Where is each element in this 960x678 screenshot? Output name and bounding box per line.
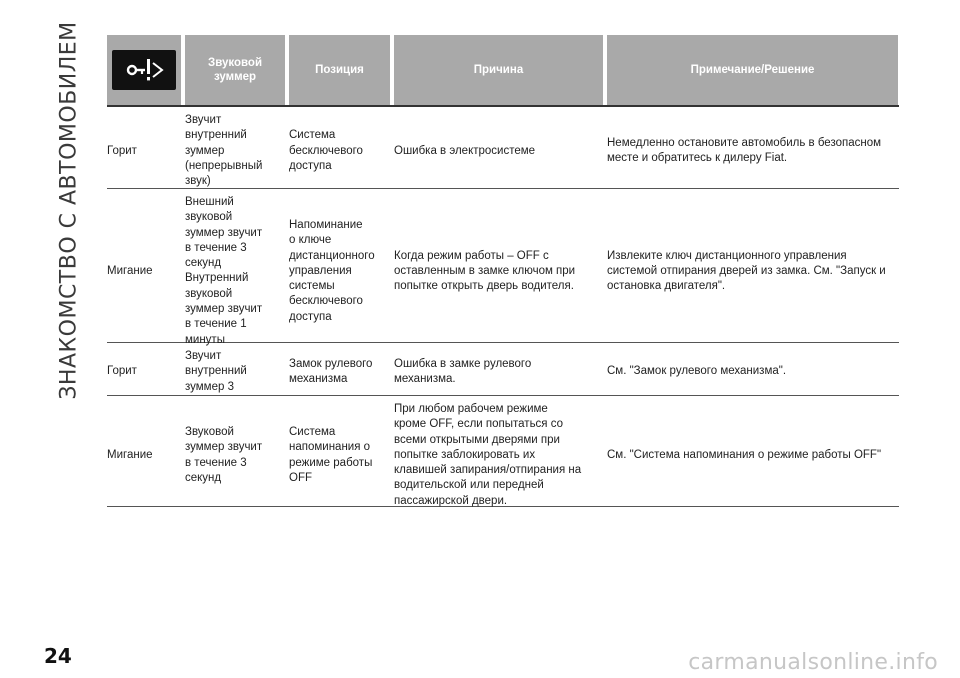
cell-buzzer: Внешний звуковой зуммер звучит в течение 3 секунд Внутренний звуковой зуммер звучит в течение 1 минуты xyxy=(185,196,263,346)
table-row xyxy=(107,107,899,189)
table-row xyxy=(107,396,899,507)
section-side-title xyxy=(52,20,86,400)
watermark: carmanualsonline.info xyxy=(688,650,938,675)
cell-buzzer: Звучит внутренний зуммер 3 xyxy=(185,350,247,393)
cell-position: Замок рулевого механизма xyxy=(289,357,373,385)
cell-position: Система напоминания о режиме работы OFF xyxy=(289,425,373,484)
header-note: Примечание/Решение xyxy=(607,35,898,105)
cell-cause: Ошибка в электросистеме xyxy=(394,144,536,157)
table-row xyxy=(107,189,899,346)
cell-position: Напоминание о ключе дистанционного управления системы бесключевого доступа xyxy=(289,218,375,323)
cell-note: См. "Замок рулевого механизма". xyxy=(607,365,787,378)
cell-cause: При любом рабочем режиме кроме OFF, если попытаться со всеми открытыми дверями при попытке заблокировать их клавишей запирания/отпирания на водительской или передней пассажирской двери. xyxy=(394,403,582,507)
cell-cause: Ошибка в замке рулевого механизма. xyxy=(394,357,532,385)
table-row xyxy=(107,343,899,396)
section-side-title-text: ЗНАКОМСТВО С АВТОМОБИЛЕМ xyxy=(56,20,82,400)
cell-note: Извлеките ключ дистанционного управления системой отпирания дверей из замка. См. "Запуск и остановка двигателя". xyxy=(607,249,886,293)
cell-note: Немедленно остановите автомобиль в безопасном месте и обратитесь к дилеру Fiat. xyxy=(607,136,882,165)
header-position: Позиция xyxy=(289,35,390,105)
table-header xyxy=(107,35,899,105)
cell-buzzer: Звуковой зуммер звучит в течение 3 секунд xyxy=(185,425,263,484)
header-buzzer: Звуковой зуммер xyxy=(185,35,285,105)
header-cause: Причина xyxy=(394,35,603,105)
page-number: 24 xyxy=(44,644,72,668)
header-icon-cell xyxy=(107,35,181,105)
cell-state: Мигание xyxy=(107,264,153,277)
cell-buzzer: Звучит внутренний зуммер (непрерывный звук) xyxy=(185,114,263,188)
cell-note: См. "Система напоминания о режиме работы OFF" xyxy=(607,448,882,461)
cell-cause: Когда режим работы – OFF с оставленным в замке ключом при попытке открыть дверь водителя. xyxy=(394,249,576,293)
cell-state: Горит xyxy=(107,144,137,157)
warning-table xyxy=(107,35,899,507)
cell-state: Горит xyxy=(107,365,137,378)
key-warning-icon xyxy=(112,50,176,90)
cell-state: Мигание xyxy=(107,448,153,461)
cell-position: Система бесключевого доступа xyxy=(289,129,363,172)
